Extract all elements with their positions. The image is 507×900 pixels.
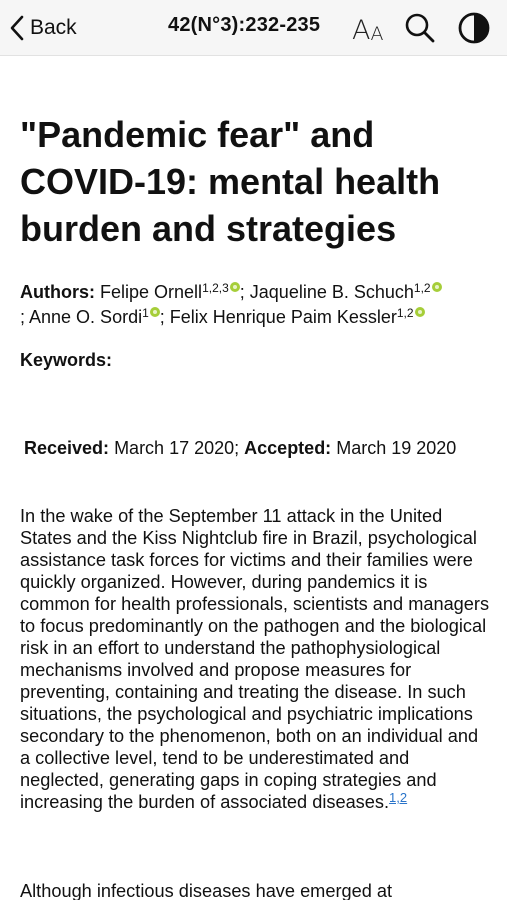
paragraph-text: In the wake of the September 11 attack in the United States and the Kiss Nightclub fire in Brazil, psychological assistance task forces for victims and their families were quickly organized. However, during pandemics it is common for health professionals, scientists and managers to focus predominantly on the pathogen and the biological risk in an effort to understand the pathophysiological mechanisms involved and propose measures for preventing, containing and treating the disease. In such situations, the psychological and psychiatric implications secondary to the phenomenon, both on an individual and a collective level, tend to be underestimated and neglected, generating gaps in coping strategies and increasing the burden of associated diseases. [20, 506, 490, 812]
contrast-button[interactable] [458, 12, 490, 49]
author-affiliation: 1,2 [396, 306, 414, 320]
back-label: Back [30, 16, 77, 39]
author-name[interactable]: Felipe Ornell [100, 282, 203, 302]
font-size-icon-small: A [370, 23, 384, 45]
author-name[interactable]: Jaqueline B. Schuch [249, 282, 414, 302]
accepted-label: Accepted: [244, 438, 332, 458]
font-size-icon-large: A [352, 15, 371, 46]
article-dates: Received: March 17 2020; Accepted: March 19 2020 [24, 438, 457, 458]
reference-link[interactable]: 1,2 [389, 790, 408, 805]
search-button[interactable] [404, 12, 436, 49]
article-paragraph: Although infectious diseases have emerged at [20, 881, 393, 900]
authors-label: Authors: [20, 282, 95, 302]
search-icon [404, 31, 436, 48]
author-name[interactable]: Anne O. Sordi [29, 307, 143, 327]
top-navigation-bar [0, 0, 507, 56]
font-size-button[interactable] [352, 12, 383, 46]
author-name[interactable]: Felix Henrique Paim Kessler [169, 307, 397, 327]
received-label: Received: [24, 438, 110, 458]
chevron-left-icon [10, 15, 24, 41]
article-title: "Pandemic fear" and COVID-19: mental health burden and strategies [20, 114, 441, 249]
orcid-icon[interactable] [432, 282, 442, 292]
orcid-icon[interactable] [150, 307, 160, 317]
article-paragraph [20, 505, 492, 813]
issue-label: 42(N°3):232-235 [168, 14, 321, 36]
received-date: March 17 2020 [114, 438, 235, 458]
accepted-date: March 19 2020 [336, 438, 457, 458]
back-button[interactable] [10, 10, 77, 46]
contrast-icon [458, 31, 490, 48]
author-affiliation: 1,2 [413, 281, 431, 295]
author-affiliation: 1 [142, 306, 149, 320]
author-affiliation: 1,2,3 [202, 281, 229, 295]
orcid-icon[interactable] [230, 282, 240, 292]
orcid-icon[interactable] [415, 307, 425, 317]
keywords-label: Keywords: [20, 350, 113, 370]
authors-list: Authors: Felipe Ornell$^{1,2,3}$ ; Jaqueline B. Schuch$^{1,2}$ ; Anne O. Sordi$^1$ ; Felix Henrique Paim Kessler$^{1,2}$ [20, 280, 490, 330]
